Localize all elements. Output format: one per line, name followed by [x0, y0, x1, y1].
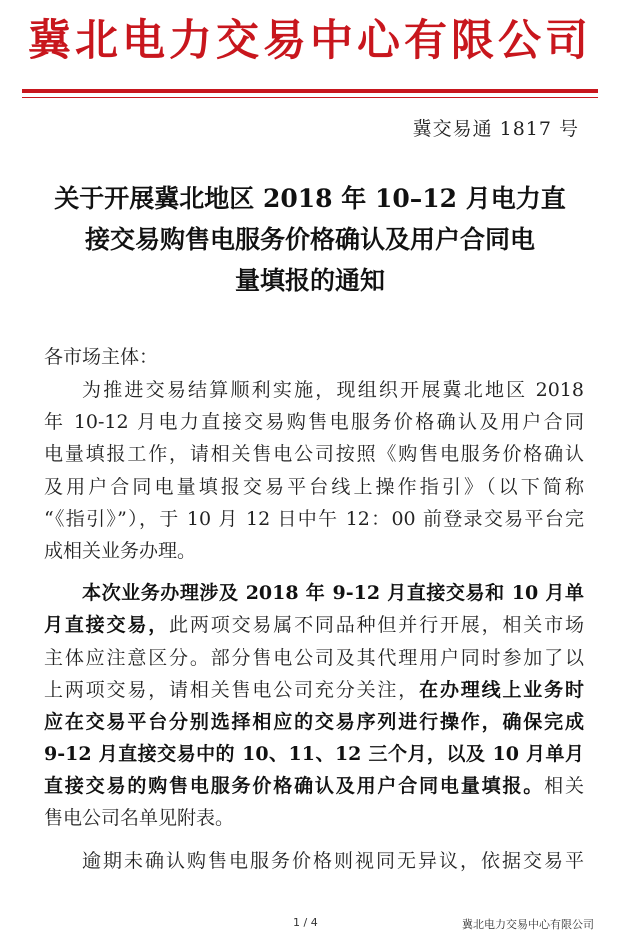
body-line: 逾期未确认购售电服务价格则视同无异议，依据交易平: [82, 849, 584, 872]
document-body: [44, 374, 584, 877]
body-line: 电量填报工作，请相关售电公司按照《购售电服务价格确认: [44, 443, 584, 466]
body-line: 主体应注意区分。部分售电公司及其代理用户同时参加了以: [44, 646, 584, 669]
emphasis-text: 在办理线上业务时: [419, 678, 584, 701]
body-line: 及用户合同电量填报交易平台线上操作指引》（以下简称: [44, 475, 584, 498]
letterhead-rule-thin: [22, 97, 598, 98]
body-text: 相关: [544, 775, 584, 798]
page-number: 1 / 4: [293, 916, 318, 929]
page-footer: [0, 916, 620, 934]
body-line: “《指引》”），于 10 月 12 日中午 12：00 前登录交易平台完: [44, 507, 584, 530]
body-text: 上两项交易，请相关售电公司充分关注，: [44, 678, 420, 701]
body-line: 本次业务办理涉及 2018 年 9-12 月直接交易和 10 月单: [82, 582, 584, 605]
body-line: 售电公司名单见附表。: [44, 807, 235, 830]
emphasis-text: 月直接交易，: [44, 614, 170, 637]
title-line: 关于开展冀北地区 2018 年 10–12 月电力直: [54, 184, 566, 213]
body-line: 9-12 月直接交易中的 10、11、12 三个月，以及 10 月单月: [44, 743, 584, 766]
document-number: 冀交易通 1817 号: [412, 118, 579, 140]
body-text: 此两项交易属不同品种但并行开展，相关市场: [169, 614, 584, 637]
footer-org-name: 冀北电力交易中心有限公司: [462, 918, 594, 931]
letterhead-org-name: 冀北电力交易中心有限公司: [28, 16, 592, 66]
body-line: 年 10-12 月电力直接交易购售电服务价格确认及用户合同: [44, 411, 584, 434]
title-line: 接交易购售电服务价格确认及用户合同电: [84, 225, 535, 254]
document-title: [25, 178, 595, 301]
body-line: 应在交易平台分别选择相应的交易序列进行操作，确保完成: [44, 710, 584, 733]
body-line: [44, 609, 584, 641]
body-line: [44, 770, 584, 802]
body-line: [44, 674, 584, 706]
letterhead-rule-thick: [22, 89, 598, 93]
body-line: 为推进交易结算顺利实施，现组织开展冀北地区 2018: [82, 379, 584, 401]
emphasis-text: 直接交易的购售电服务价格确认及用户合同电量填报。: [44, 775, 545, 798]
title-line: 量填报的通知: [234, 266, 385, 295]
salutation: 各市场主体：: [44, 346, 159, 368]
body-line: 成相关业务办理。: [44, 539, 197, 562]
